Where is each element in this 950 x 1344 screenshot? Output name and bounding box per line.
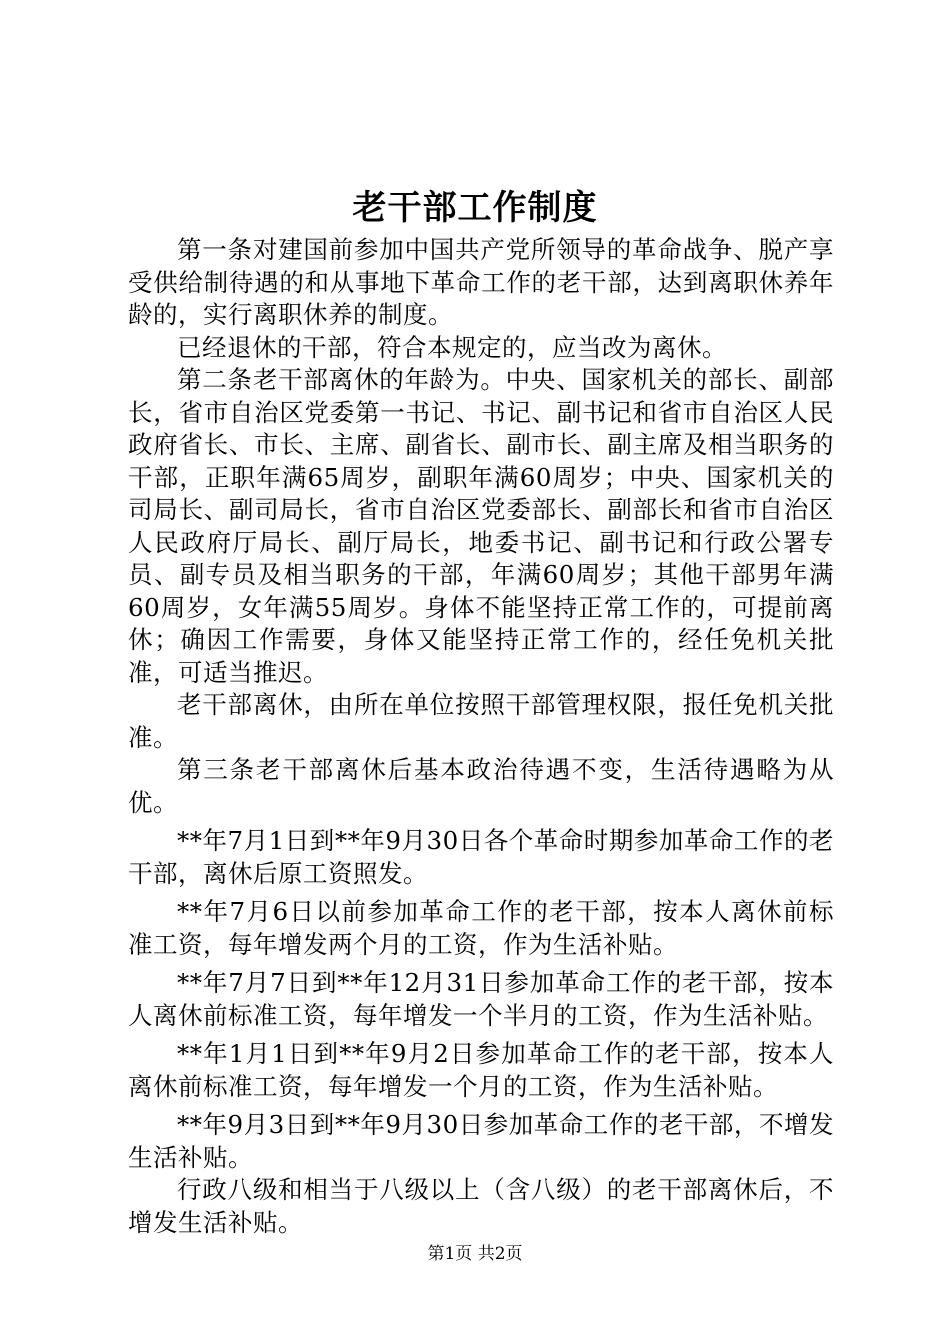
paragraph-salary-rule-4: **年1月1日到**年9月2日参加革命工作的老干部，按本人离休前标准工资，每年增发一个月的工资，作为生活补贴。: [128, 1039, 834, 1101]
paragraph-salary-rule-3: **年7月7日到**年12月31日参加革命工作的老干部，按本人离休前标准工资，每年增发一个半月的工资，作为生活补贴。: [128, 968, 834, 1030]
paragraph-article-1: 第一条对建国前参加中国共产党所领导的革命战争、脱产享受供给制待遇的和从事地下革命工作的老干部，达到离职休养年龄的，实行离职休养的制度。: [128, 235, 834, 329]
paragraph-article-3: 第三条老干部离休后基本政治待遇不变，生活待遇略为从优。: [128, 755, 834, 817]
document-body: [128, 234, 834, 1239]
page-number-footer: 第1页 共2页: [427, 1244, 523, 1264]
paragraph-salary-rule-2: **年7月6日以前参加革命工作的老干部，按本人离休前标准工资，每年增发两个月的工资，作为生活补贴。: [128, 897, 834, 959]
paragraph-article-2: 第二条老干部离休的年龄为。中央、国家机关的部长、副部长，省市自治区党委第一书记、书记、副书记和省市自治区人民政府省长、市长、主席、副省长、副市长、副主席及相当职务的干部，正职年满65周岁，副职年满60周岁；中央、国家机关的司局长、副司局长，省市自治区党委部长、副部长和省市自治区人民政府厅局长、副厅局长，地委书记、副书记和行政公署专员、副专员及相当职务的干部，年满60周岁；其他干部男年满60周岁，女年满55周岁。身体不能坚持正常工作的，可提前离休；确因工作需要，身体又能坚持正常工作的，经任免机关批准，可适当推迟。: [128, 365, 834, 687]
paragraph-grade-rule: 行政八级和相当于八级以上（含八级）的老干部离休后，不增发生活补贴。: [128, 1175, 834, 1237]
paragraph-salary-rule-1: **年7月1日到**年9月30日各个革命时期参加革命工作的老干部，离休后原工资照发。: [128, 826, 834, 888]
document-title: 老干部工作制度: [352, 188, 598, 228]
paragraph-salary-rule-5: **年9月3日到**年9月30日参加革命工作的老干部，不增发生活补贴。: [128, 1110, 834, 1172]
paragraph-retired-cadres: 已经退休的干部，符合本规定的，应当改为离休。: [177, 332, 727, 362]
paragraph-approval: 老干部离休，由所在单位按照干部管理权限，报任免机关批准。: [128, 690, 834, 752]
